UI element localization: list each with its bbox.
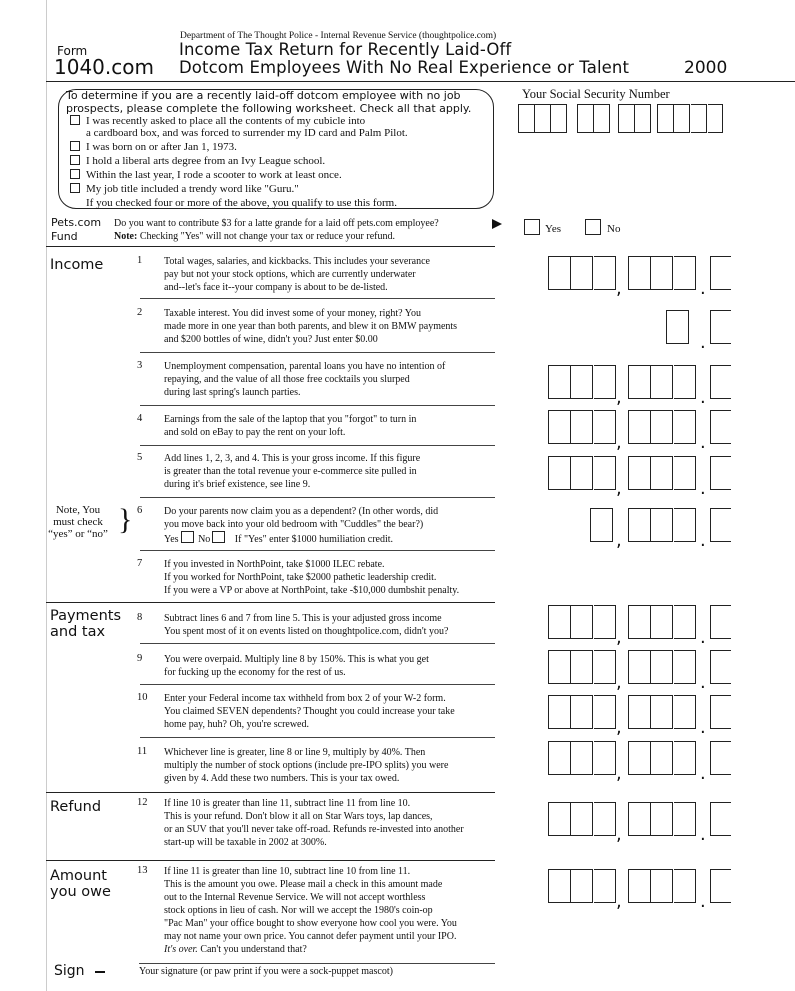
line-number: 13: [137, 865, 148, 876]
line-number: 9: [137, 653, 143, 664]
ssn-digit-box[interactable]: [535, 104, 551, 133]
line-text-row: given by 4. Add these two numbers. This is your tax owed.: [164, 773, 400, 784]
dependent-no-label: No: [198, 534, 211, 545]
worksheet-checkbox-5[interactable]: [70, 183, 80, 193]
pets-yes-label: Yes: [545, 223, 562, 235]
section-income: Income: [50, 257, 104, 273]
line-13-end: Can't you understand that?: [200, 944, 307, 955]
line-text-row: home pay, huh? Oh, you're screwed.: [164, 719, 309, 730]
line-text-row: start-up will be taxable in 2002 at 300%.: [164, 837, 327, 848]
worksheet-checkbox-3[interactable]: [70, 155, 80, 165]
line-text-row: or an SUV that you'll never take off-road. Refunds re-invested into another: [164, 824, 464, 835]
pets-no-checkbox[interactable]: [585, 219, 601, 235]
dependent-yes-label: Yes: [164, 534, 179, 545]
worksheet-footer: If you checked four or more of the above, you qualify to use this form.: [86, 197, 397, 209]
line-text-row: pay but not your stock options, which are currently underwater: [164, 269, 416, 280]
ssn-digit-box[interactable]: [708, 104, 723, 133]
line-divider: [140, 298, 495, 299]
line-number: 2: [137, 307, 143, 318]
worksheet-checkbox-4[interactable]: [70, 169, 80, 179]
ssn-digit-box[interactable]: [577, 104, 594, 133]
worksheet-checkbox-1[interactable]: [70, 115, 80, 125]
worksheet-intro: [66, 90, 471, 115]
pets-fund-label-line1: Pets.com: [51, 216, 102, 229]
line-11-text: [164, 746, 448, 785]
form-number: 1040.com: [54, 55, 154, 79]
line-divider: [140, 352, 495, 353]
line-number: 12: [137, 797, 148, 808]
worksheet-item-4-label: Within the last year, I rode a scooter to work at least once.: [86, 169, 342, 181]
line-1-text: [164, 255, 430, 294]
section-payments-line2: and tax: [50, 624, 106, 640]
line-text-row: repaying, and the value of all those free cocktails you slurped: [164, 374, 410, 385]
line-divider: [140, 550, 495, 551]
pets-fund-label-line2: Fund: [51, 230, 78, 243]
ssn-digit-box[interactable]: [657, 104, 674, 133]
line-text-row: out to the Internal Revenue Service. We will not accept worthless: [164, 892, 426, 903]
form-title-line1: Income Tax Return for Recently Laid-Off: [179, 40, 512, 59]
line-text-row: stock options in lieu of cash. Nor will we accept the 1980's coin-op: [164, 905, 433, 916]
dependent-yes-checkbox[interactable]: [181, 531, 194, 543]
line-text-row: If you invested in NorthPoint, take $1000 ILEC rebate.: [164, 559, 385, 570]
section-payments-line1: Payments: [50, 608, 122, 624]
dependent-credit-text: If "Yes" enter $1000 humiliation credit.: [234, 534, 394, 545]
line-text-row: may not name your own price. You cannot defer payment until your IPO.: [164, 931, 457, 942]
worksheet-intro-line1: To determine if you are a recently laid-off dotcom employee with no job: [66, 89, 461, 102]
line-text-row: and--let's face it--your company is about to be de-listed.: [164, 282, 388, 293]
ssn-digit-box[interactable]: [618, 104, 635, 133]
sign-label: Sign: [54, 963, 85, 979]
worksheet-item-5-label: My job title included a trendy word like "Guru.": [86, 183, 299, 195]
department-line: Department of The Thought Police - Internal Revenue Service (thoughtpolice.com): [180, 31, 497, 41]
ssn-digit-box[interactable]: [551, 104, 567, 133]
ssn-digit-box[interactable]: [635, 104, 651, 133]
line-number: 11: [137, 746, 148, 757]
worksheet-item-3[interactable]: [70, 155, 325, 168]
line-text-row: If line 11 is greater than line 10, subtract line 10 from line 11.: [164, 866, 411, 877]
line-10-text: [164, 692, 455, 731]
line-text-row: Add lines 1, 2, 3, and 4. This is your gross income. If this figure: [164, 453, 421, 464]
line-number: 6: [137, 505, 143, 516]
line-text-row: You spent most of it on events listed on thoughtpolice.com, didn't you?: [164, 626, 449, 637]
line-9-text: [164, 653, 429, 679]
worksheet-item-4[interactable]: [70, 169, 342, 182]
worksheet-item-3-label: I hold a liberal arts degree from an Ivy League school.: [86, 155, 326, 167]
pets-note: [114, 230, 439, 243]
tax-year: 2000: [684, 58, 728, 78]
line-number: 8: [137, 612, 143, 623]
arrow-right-icon: [95, 971, 105, 973]
worksheet-item-2-label: I was born on or after Jan 1, 1973.: [86, 141, 237, 153]
worksheet-item-5[interactable]: [70, 183, 299, 196]
pets-note-bold: Note:: [114, 231, 138, 242]
line-text-row: you move back into your old bedroom with "Cuddles" the bear?): [164, 519, 424, 530]
line-text-row: Subtract lines 6 and 7 from line 5. This is your adjusted gross income: [164, 613, 442, 624]
line-divider: [140, 684, 495, 685]
dependent-no-checkbox[interactable]: [212, 531, 225, 543]
section-divider: [46, 246, 495, 247]
line-text-row: and sold on eBay to pay the rent on your loft.: [164, 427, 346, 438]
line-12-text: [164, 797, 464, 849]
line-text-row: You claimed SEVEN dependents? Thought you could increase your take: [164, 706, 455, 717]
line-number: 3: [137, 360, 143, 371]
worksheet-item-1-label: I was recently asked to place all the contents of my cubicle into: [86, 115, 366, 127]
ssn-digit-box[interactable]: [594, 104, 610, 133]
page-margin-line: [46, 0, 47, 991]
section-payments: [50, 608, 121, 640]
section-amount-line2: you owe: [50, 884, 111, 900]
section-divider: [46, 792, 495, 793]
line-text-row: You were overpaid. Multiply line 8 by 150%. This is what you get: [164, 654, 429, 665]
line-number: 1: [137, 255, 143, 266]
line-text-row: If line 10 is greater than line 11, subtract line 11 from line 10.: [164, 798, 411, 809]
ssn-digit-box[interactable]: [518, 104, 535, 133]
worksheet-intro-line2: prospects, please complete the following worksheet. Check all that apply.: [66, 101, 472, 115]
line-text-row: Whichever line is greater, line 8 or line 9, multiply by 40%. Then: [164, 747, 426, 758]
pets-note-text: Checking "Yes" will not change your tax or reduce your refund.: [139, 231, 395, 242]
line-13-text: [164, 865, 457, 956]
ssn-digit-box[interactable]: [674, 104, 690, 133]
side-note-line2: must check: [53, 516, 103, 528]
line-text-row: is greater than the total revenue your e-commerce site pulled in: [164, 466, 417, 477]
line-2-text: [164, 307, 457, 346]
line-text-row: for fucking up the economy for the rest of us.: [164, 667, 346, 678]
line-5-text: [164, 452, 420, 491]
line-3-text: [164, 360, 445, 399]
form-label: Form: [57, 44, 88, 58]
section-amount-line1: Amount: [50, 868, 107, 884]
line-number: 7: [137, 558, 143, 569]
line-text-row: made more in one year than both parents, and blew it on BMW payments: [164, 321, 458, 332]
line-text-row: If you were a VP or above at NorthPoint, take -$10,000 dumbshit penalty.: [164, 585, 460, 596]
line-divider: [140, 643, 495, 644]
line-text-row: "Pac Man" your office bought to show everyone how cool you were. You: [164, 918, 457, 929]
worksheet-item-1[interactable]: [70, 115, 365, 128]
line-text-row: If you worked for NorthPoint, take $2000 pathetic leadership credit.: [164, 572, 437, 583]
section-amount-owed: [50, 868, 111, 900]
line-text-row: Unemployment compensation, parental loans you have no intention of: [164, 361, 446, 372]
side-note-line3: “yes” or “no”: [48, 528, 108, 540]
ssn-digit-box[interactable]: [691, 104, 707, 133]
line-6-checkboxes: [164, 531, 438, 546]
pets-fund-question: [114, 217, 439, 243]
line-4-text: [164, 413, 416, 439]
brace-icon: }: [118, 503, 133, 536]
worksheet-checkbox-2[interactable]: [70, 141, 80, 151]
pets-fund-label: [51, 216, 101, 244]
line-text-row: during last spring's launch parties.: [164, 387, 301, 398]
worksheet-item-2[interactable]: [70, 141, 237, 154]
ssn-label: Your Social Security Number: [522, 87, 670, 101]
signature-line[interactable]: [139, 963, 495, 964]
pets-yes-checkbox[interactable]: [524, 219, 540, 235]
line-divider: [140, 445, 495, 446]
section-refund: Refund: [50, 799, 102, 815]
line-6-text: [164, 505, 438, 546]
line-7-text: [164, 558, 459, 597]
line-number: 10: [137, 692, 148, 703]
pets-question-text: Do you want to contribute $3 for a latte grande for a laid off pets.com employee?: [114, 218, 439, 229]
line-divider: [140, 405, 495, 406]
line-text-row: This is your refund. Don't blow it all on Star Wars toys, lap dances,: [164, 811, 433, 822]
side-note: [41, 504, 115, 540]
form-title-line2: Dotcom Employees With No Real Experience or Talent: [179, 58, 630, 77]
line-number: 4: [137, 413, 143, 424]
line-text-row: Total wages, salaries, and kickbacks. This includes your severance: [164, 256, 430, 267]
line-divider: [140, 497, 495, 498]
line-divider: [140, 737, 495, 738]
header-divider: [46, 81, 795, 82]
pointer-arrow-icon: [492, 219, 502, 229]
line-text-row: Taxable interest. You did invest some of your money, right? You: [164, 308, 421, 319]
section-divider: [46, 602, 495, 603]
line-text-row: Do your parents now claim you as a dependent? (In other words, did: [164, 506, 439, 517]
pets-no-label: No: [607, 223, 621, 235]
line-text-row: multiply the number of stock options (include pre-IPO splits) you were: [164, 760, 449, 771]
section-divider: [46, 860, 495, 861]
line-8-text: [164, 612, 448, 638]
worksheet-item-1-cont: a cardboard box, and was forced to surrender my ID card and Palm Pilot.: [86, 127, 408, 139]
line-text-row: This is the amount you owe. Please mail a check in this amount made: [164, 879, 443, 890]
line-number: 5: [137, 452, 143, 463]
line-text-row: Earnings from the sale of the laptop that you "forgot" to turn in: [164, 414, 417, 425]
line-13-italic: It's over.: [164, 944, 198, 955]
line-text-row: during it's brief existence, see line 9.: [164, 479, 311, 490]
signature-caption: Your signature (or paw print if you were a sock-puppet mascot): [139, 966, 393, 977]
line-text-row: [164, 943, 457, 956]
line-text-row: and $200 bottles of wine, didn't you? Just enter $0.00: [164, 334, 378, 345]
line-text-row: Enter your Federal income tax withheld from box 2 of your W-2 form.: [164, 693, 446, 704]
side-note-line1: Note, You: [55, 504, 101, 516]
